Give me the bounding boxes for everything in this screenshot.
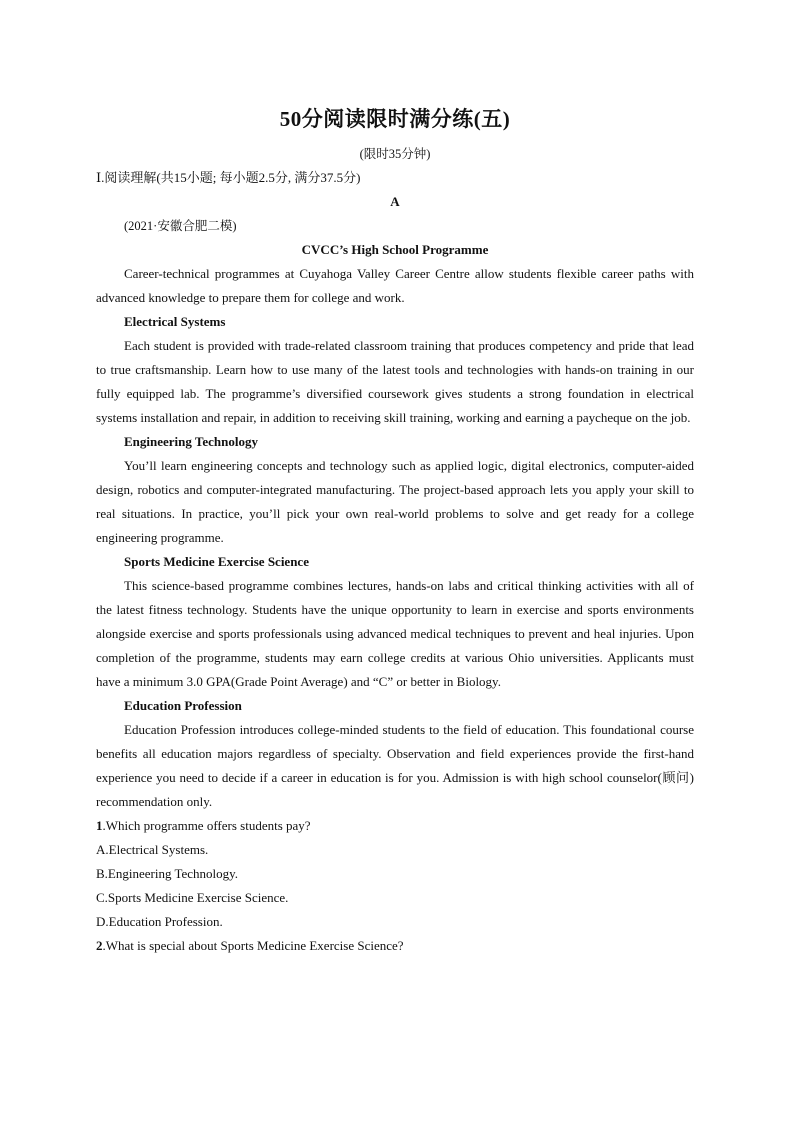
question-1 bbox=[96, 814, 694, 838]
passage-letter: A bbox=[390, 194, 400, 209]
passage-title: CVCC’s High School Programme bbox=[301, 242, 489, 257]
time-limit: (限时35分钟) bbox=[359, 147, 431, 161]
section-label: Ⅰ.阅读理解(共15小题; 每小题2.5分, 满分37.5分) bbox=[96, 170, 361, 185]
section-text-electrical: Each student is provided with trade-related classroom training that produces competency and pride that lead to true craftsmanship. Learn how to use many of the latest tools and technologies with hands-on training in our fully equipped lab. The programme’s diversified coursework gives students a strong foundation in electrical systems installation and repair, in addition to receiving skill training, working and earning a paycheque on the job. bbox=[96, 338, 694, 425]
document-page bbox=[96, 104, 694, 958]
section-heading-education: Education Profession bbox=[124, 698, 242, 713]
question-1-option-a: A.Electrical Systems. bbox=[96, 842, 209, 857]
section-text-sports-medicine: This science-based programme combines lectures, hands-on labs and critical thinking activities with all of the latest fitness technology. Students have the unique opportunity to learn in exercise and sports environments alongside exercise and sports professionals using advanced medical techniques to prevent and heal injuries. Upon completion of the programme, students may earn college credits at various Ohio universities. Applicants must have a minimum 3.0 GPA(Grade Point Average) and “C” or better in Biology. bbox=[96, 578, 694, 689]
question-2 bbox=[96, 934, 694, 958]
page-title: 50分阅读限时满分练(五) bbox=[279, 107, 511, 131]
question-1-option-d: D.Education Profession. bbox=[96, 914, 223, 929]
section-heading-electrical: Electrical Systems bbox=[124, 314, 226, 329]
passage-source: (2021·安徽合肥二模) bbox=[124, 219, 237, 233]
section-heading-sports-medicine: Sports Medicine Exercise Science bbox=[124, 554, 309, 569]
question-1-option-b: B.Engineering Technology. bbox=[96, 866, 239, 881]
question-number: 2 bbox=[96, 938, 103, 953]
passage-intro: Career-technical programmes at Cuyahoga Valley Career Centre allow students flexible career paths with advanced knowledge to prepare them for college and work. bbox=[96, 266, 694, 305]
question-number: 1 bbox=[96, 818, 103, 833]
section-heading-engineering: Engineering Technology bbox=[124, 434, 258, 449]
question-text: .What is special about Sports Medicine Exercise Science? bbox=[102, 938, 404, 953]
question-text: .Which programme offers students pay? bbox=[102, 818, 311, 833]
question-1-option-c: C.Sports Medicine Exercise Science. bbox=[96, 890, 289, 905]
section-text-engineering: You’ll learn engineering concepts and technology such as applied logic, digital electronics, computer-aided design, robotics and computer-integrated manufacturing. The project-based approach lets you apply your skill to real situations. In practice, you’ll pick your own real-world problems to solve and get ready for a college engineering programme. bbox=[96, 458, 694, 545]
section-text-education: Education Profession introduces college-minded students to the field of education. This foundational course benefits all education majors regardless of specialty. Observation and field experiences provide the first-hand experience you need to decide if a career in education is for you. Admission is with high school counselor(顾问) recommendation only. bbox=[96, 722, 694, 809]
